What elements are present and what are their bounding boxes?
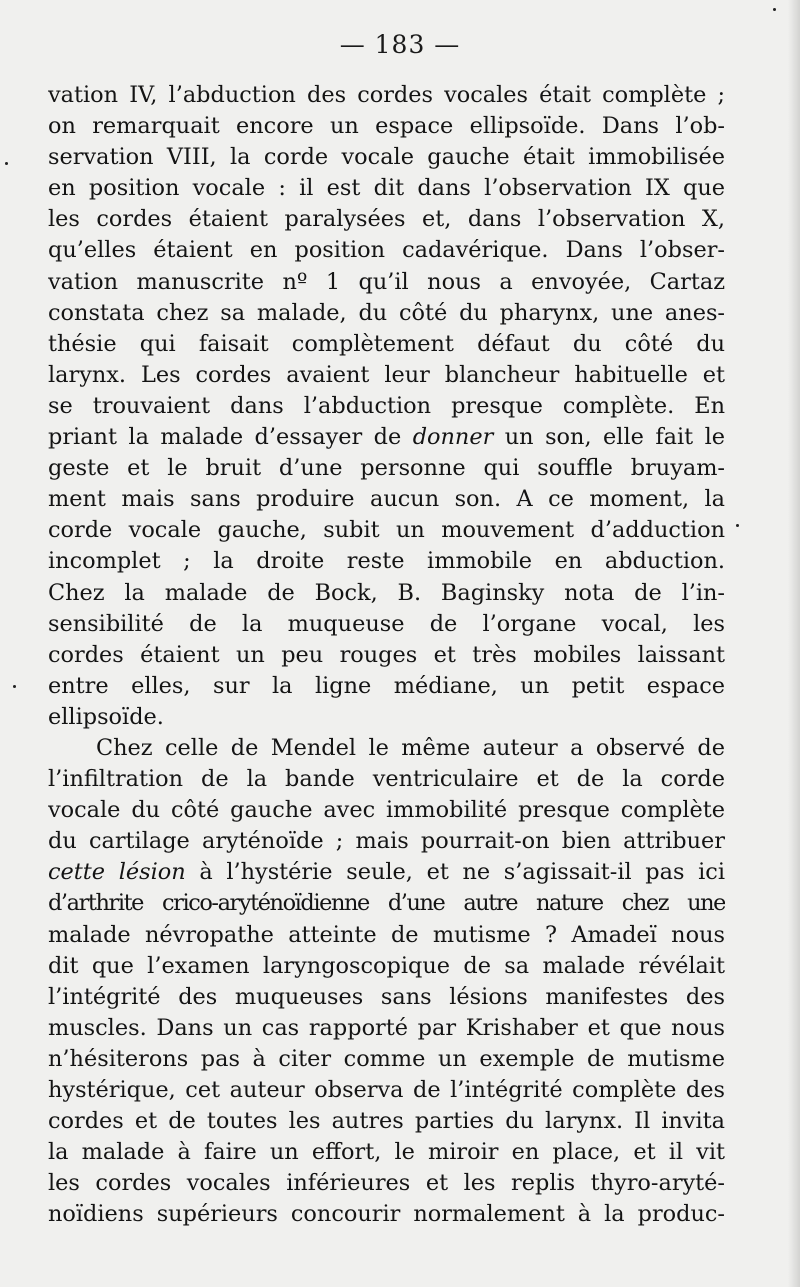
text-line: hystérique, cet auteur observa de l’intégrité complète des (48, 1077, 725, 1103)
text-run: priant la malade d’essayer de (48, 424, 413, 451)
text-line: vocale du côté gauche avec immobilité presque complète (48, 797, 725, 824)
text-line: ment mais sans produire aucun son. A ce moment, la (48, 486, 725, 513)
text-line: noïdiens supérieurs concourir normalement à la produc- (48, 1201, 725, 1228)
text-run: à l’hystérie seule, et ne s’agissait-il pas ici (185, 859, 725, 886)
page-edge-shadow (788, 0, 800, 1287)
text-line: cordes et de toutes les autres parties du larynx. Il invita (48, 1108, 725, 1135)
scan-speck (13, 685, 16, 688)
scan-speck (5, 162, 8, 165)
text-line: l’intégrité des muqueuses sans lésions manifestes des (48, 983, 725, 1010)
text-line: servation VIII, la corde vocale gauche était immobilisée (48, 144, 725, 171)
page-number: — 183 — (339, 30, 461, 59)
body-text (48, 80, 725, 1230)
text-line: Chez celle de Mendel le même auteur a observé de (96, 734, 725, 761)
text-line: la malade à faire un effort, le miroir en place, et il vit (48, 1139, 725, 1166)
text-line: du cartilage aryténoïde ; mais pourrait-on bien attribuer (48, 828, 725, 855)
text-line: ellipsoïde. (48, 703, 164, 730)
text-line: thésie qui faisait complètement défaut du côté du (48, 330, 725, 357)
text-line: se trouvaient dans l’abduction presque complète. En (48, 392, 725, 419)
text-line: en position vocale : il est dit dans l’observation IX que (48, 175, 725, 202)
text-line: les cordes étaient paralysées et, dans l’observation X, (48, 206, 725, 233)
italic-phrase: cette lésion (48, 859, 186, 886)
text-line: incomplet ; la droite reste immobile en abduction. (48, 548, 725, 575)
text-line-with-italic (48, 857, 725, 888)
text-run: un son, elle fait le (493, 424, 725, 451)
text-line: les cordes vocales inférieures et les replis thyro-aryté- (48, 1170, 725, 1197)
text-line: constata chez sa malade, du côté du pharynx, une anes- (48, 299, 725, 326)
text-line: geste et le bruit d’une personne qui souffle bruyam- (48, 455, 725, 482)
text-line: d’arthrite crico-aryténoïdienne d’une autre nature chez une (48, 890, 725, 917)
text-line: n’hésiterons pas à citer comme un exemple de mutisme (48, 1045, 725, 1072)
text-line: entre elles, sur la ligne médiane, un petit espace (48, 672, 725, 699)
text-line: l’infiltration de la bande ventriculaire et de la corde (48, 766, 725, 793)
text-line: corde vocale gauche, subit un mouvement d’adduction (48, 517, 725, 544)
scan-speck (773, 8, 776, 11)
italic-word: donner (412, 424, 494, 451)
text-line: vation manuscrite nº 1 qu’il nous a envoyée, Cartaz (48, 268, 725, 295)
text-line: Chez la malade de Bock, B. Baginsky nota de l’in- (48, 579, 725, 606)
text-line: on remarquait encore un espace ellipsoïde. Dans l’ob- (48, 113, 725, 140)
text-line-with-italic (48, 422, 725, 453)
paragraph-2 (48, 733, 725, 1231)
scan-speck (736, 524, 739, 527)
text-line: cordes étaient un peu rouges et très mobiles laissant (48, 641, 725, 668)
text-line: malade névropathe atteinte de mutisme ? Amadeï nous (48, 921, 725, 948)
text-line: vation IV, l’abduction des cordes vocales était complète ; (48, 82, 725, 108)
text-line: muscles. Dans un cas rapporté par Krishaber et que nous (48, 1014, 725, 1041)
text-line: sensibilité de la muqueuse de l’organe vocal, les (48, 610, 725, 637)
text-line: larynx. Les cordes avaient leur blancheur habituelle et (48, 361, 725, 388)
paragraph-1 (48, 80, 725, 733)
text-line: qu’elles étaient en position cadavérique. Dans l’obser- (48, 237, 725, 264)
text-line: dit que l’examen laryngoscopique de sa malade révélait (48, 952, 725, 979)
